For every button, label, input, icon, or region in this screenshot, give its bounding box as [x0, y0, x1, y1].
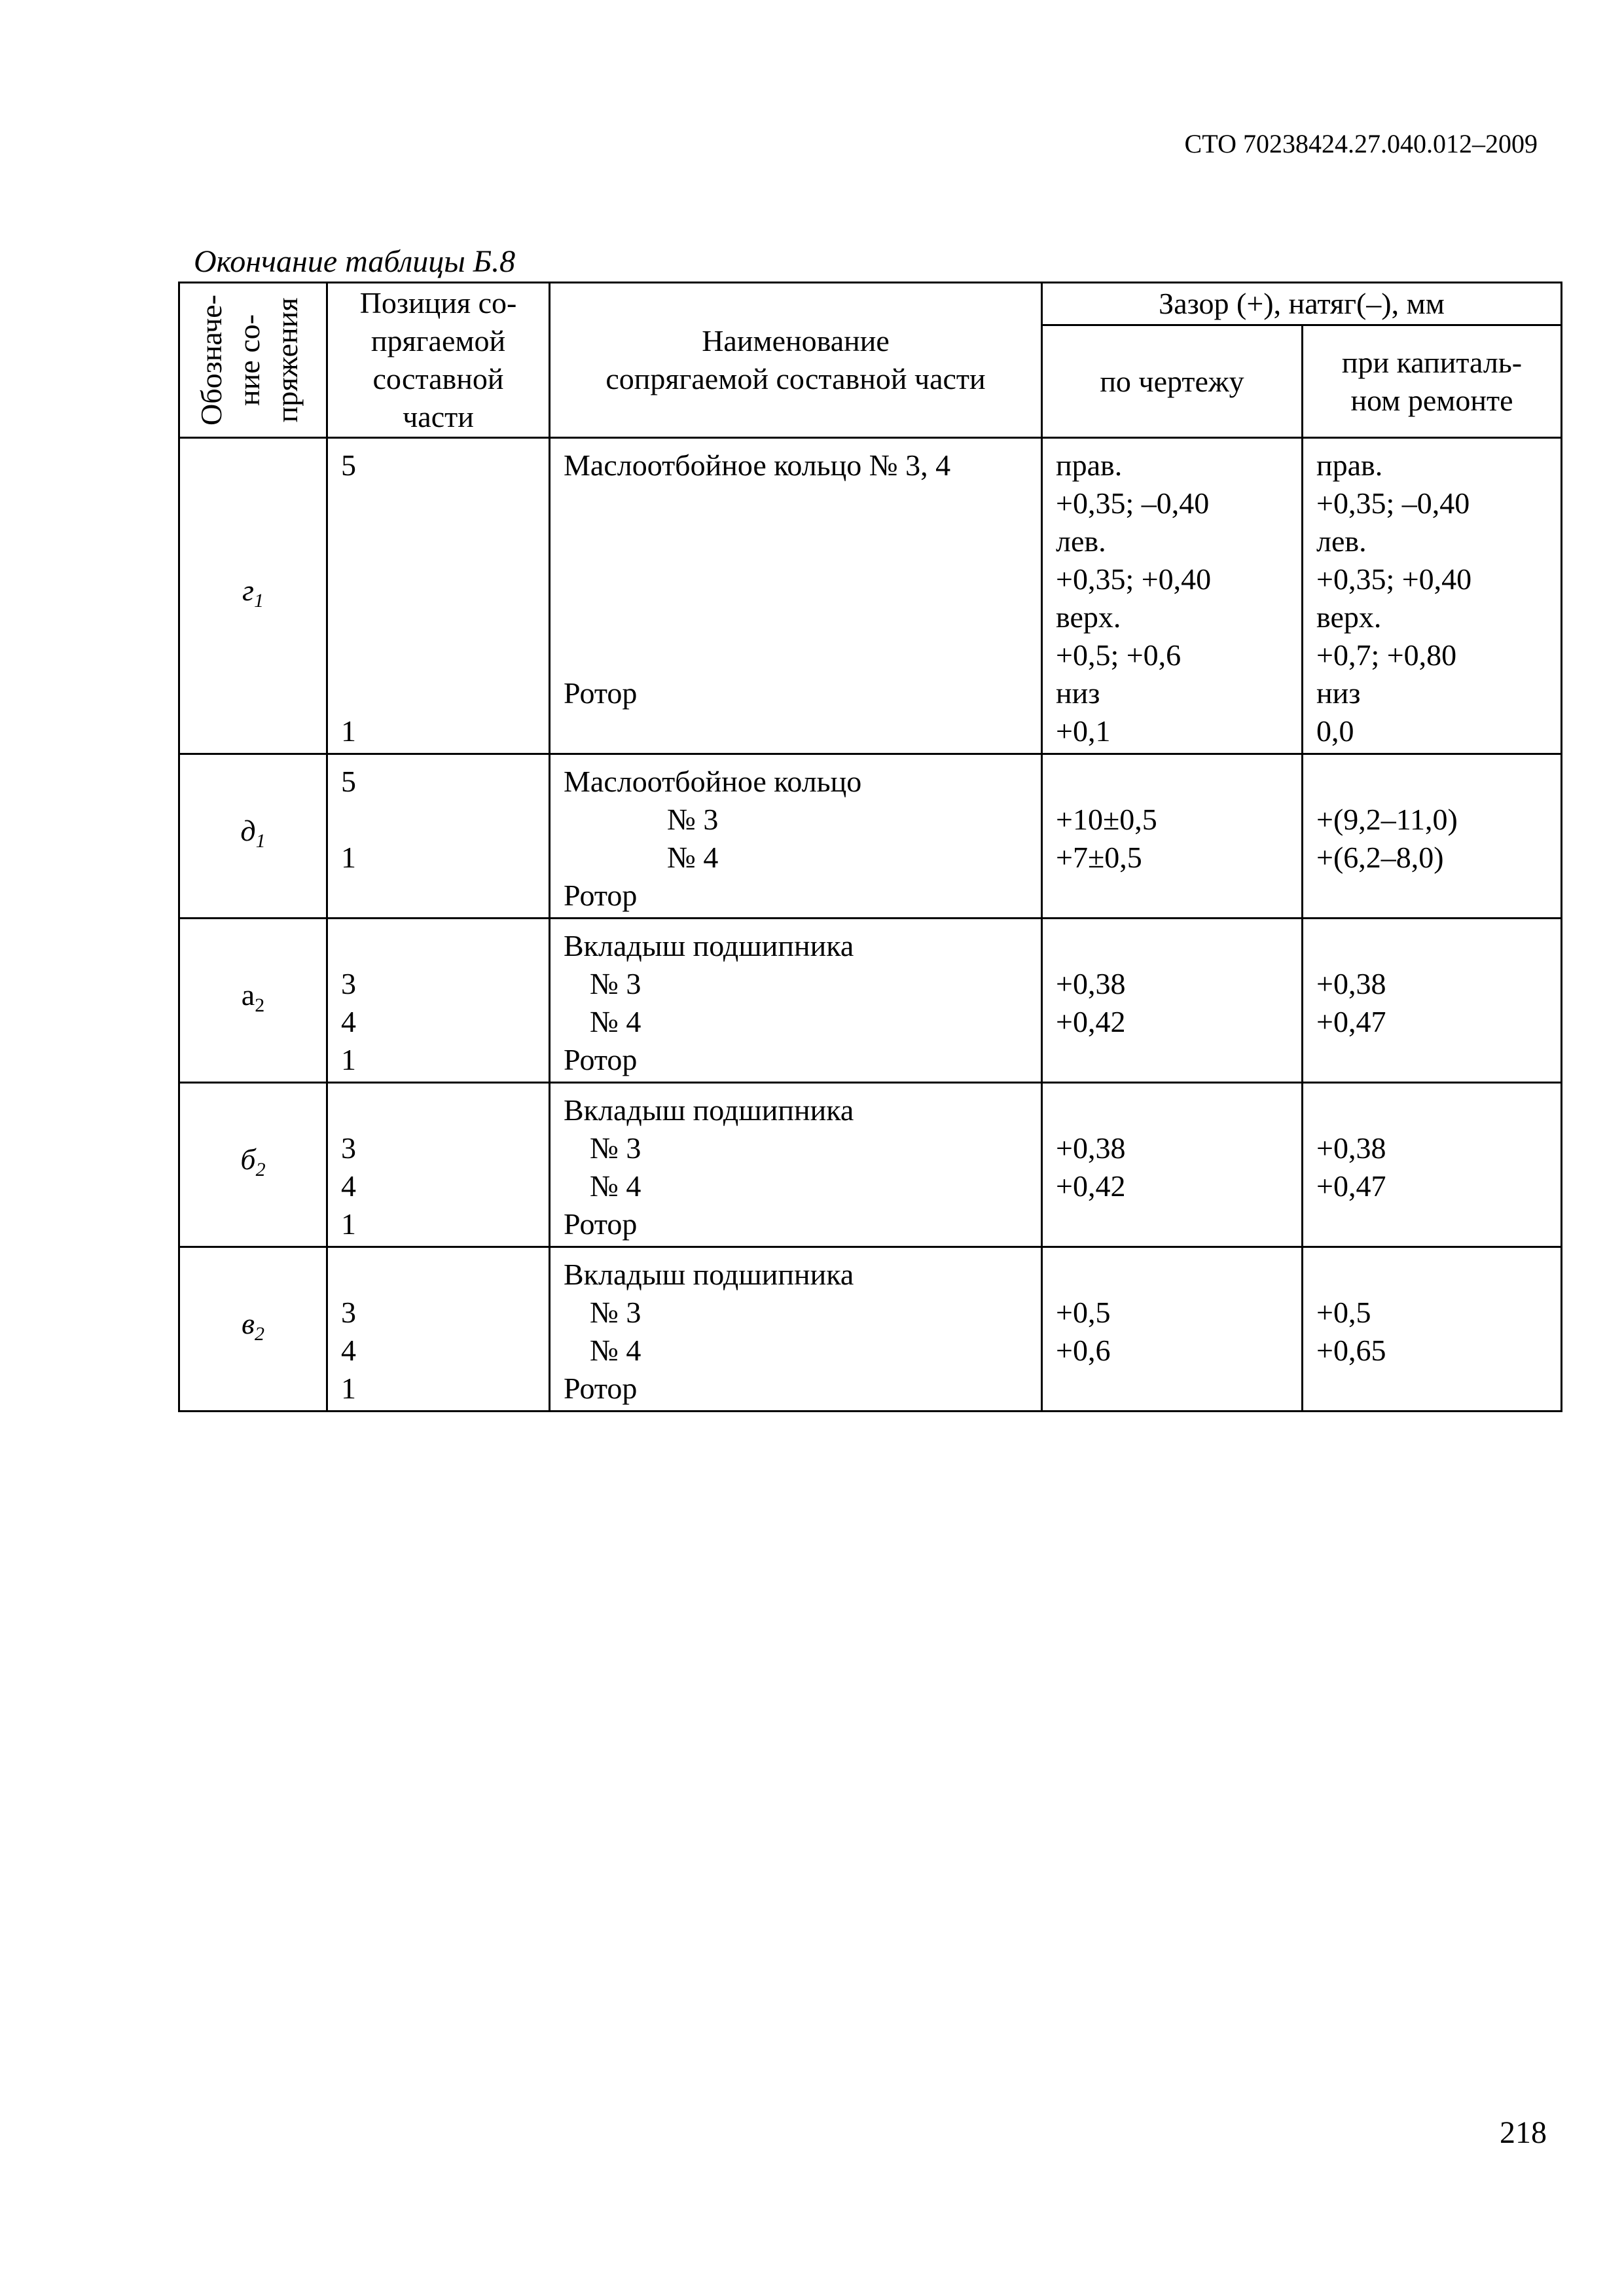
header-designation-line: ние со- [232, 314, 266, 406]
drawing-value [1056, 763, 1301, 801]
overhaul-value [1316, 1256, 1561, 1294]
position-value [341, 1091, 549, 1129]
position-value [341, 1256, 549, 1294]
part-name [564, 598, 1041, 636]
designation-symbol: $г_1$ [242, 573, 264, 612]
part-name: № 3 [667, 803, 719, 836]
overhaul-value-cell [1303, 438, 1562, 754]
overhaul-value: +0,35; +0,40 [1316, 562, 1472, 596]
drawing-value [1056, 1205, 1301, 1243]
header-designation-line: пряжения [270, 297, 304, 423]
overhaul-value: +(6,2–8,0) [1316, 841, 1444, 874]
position-value: 1 [341, 841, 356, 874]
position-value: 4 [341, 1334, 356, 1367]
overhaul-value-cell [1303, 1247, 1562, 1412]
drawing-value-cell [1042, 438, 1303, 754]
part-name: Маслоотбойное кольцо [564, 765, 862, 798]
part-name: № 4 [590, 1334, 641, 1367]
position-value: 3 [341, 1131, 356, 1165]
drawing-value [1056, 877, 1301, 915]
position-value: 1 [341, 1207, 356, 1241]
table-row [179, 438, 1562, 754]
table-row [179, 754, 1562, 919]
part-name-cell [550, 754, 1042, 919]
part-name: Маслоотбойное кольцо № 3, 4 [564, 448, 951, 482]
header-overhaul-line: при капиталь- [1341, 345, 1523, 379]
header-name [550, 283, 1042, 438]
drawing-value [1056, 1256, 1301, 1294]
designation-cell [179, 754, 327, 919]
part-name: № 4 [590, 1169, 641, 1203]
header-position-line: части [403, 400, 474, 433]
drawing-value: +0,42 [1056, 1005, 1126, 1038]
designation-cell [179, 919, 327, 1083]
overhaul-value: +0,35; –0,40 [1316, 486, 1470, 520]
drawing-value: +7±0,5 [1056, 841, 1142, 874]
part-name [564, 636, 1041, 674]
header-position-line: Позиция со- [359, 286, 517, 319]
position-value: 1 [341, 714, 356, 748]
part-name: № 4 [590, 1005, 641, 1038]
header-overhaul [1303, 325, 1562, 438]
part-name-cell [550, 1247, 1042, 1412]
part-name: Ротор [564, 879, 638, 912]
drawing-value-cell [1042, 919, 1303, 1083]
drawing-value [1056, 1041, 1301, 1079]
header-row [179, 283, 1562, 325]
position-value [341, 674, 549, 712]
header-position-line: составной [372, 362, 504, 395]
designation-symbol: $б_2$ [240, 1142, 266, 1181]
clearance-table [178, 282, 1562, 1412]
drawing-value: +0,5 [1056, 1296, 1111, 1329]
part-name-cell [550, 1083, 1042, 1247]
position-value: 5 [341, 448, 356, 482]
drawing-value: прав. [1056, 448, 1123, 482]
overhaul-value [1316, 1041, 1561, 1079]
part-name: Ротор [564, 676, 638, 710]
header-gap-group: Зазор (+), натяг(–), мм [1042, 283, 1562, 325]
overhaul-value: лев. [1316, 524, 1367, 558]
designation-symbol: $д_1$ [240, 813, 266, 852]
overhaul-value [1316, 763, 1561, 801]
header-name-line: Наименование [702, 324, 890, 357]
drawing-value: +0,38 [1056, 967, 1126, 1000]
drawing-value [1056, 1091, 1301, 1129]
part-name [564, 484, 1041, 522]
position-cell [327, 438, 550, 754]
table-row [179, 1247, 1562, 1412]
header-name-line: сопрягаемой составной части [605, 362, 986, 395]
header-position-line: прягаемой [370, 324, 506, 357]
part-name: Ротор [564, 1043, 638, 1076]
overhaul-value: +0,7; +0,80 [1316, 638, 1457, 672]
drawing-value: +0,35; +0,40 [1056, 562, 1212, 596]
drawing-value: верх. [1056, 600, 1121, 634]
overhaul-value-cell [1303, 1083, 1562, 1247]
header-by-drawing: по чертежу [1042, 325, 1303, 438]
drawing-value: +0,38 [1056, 1131, 1126, 1165]
drawing-value: +0,42 [1056, 1169, 1126, 1203]
drawing-value [1056, 1370, 1301, 1408]
part-name: Вкладыш подшипника [564, 1093, 854, 1127]
position-cell [327, 1247, 550, 1412]
drawing-value: +0,6 [1056, 1334, 1111, 1367]
drawing-value-cell [1042, 754, 1303, 919]
part-name [564, 522, 1041, 560]
designation-cell [179, 1247, 327, 1412]
part-name: № 3 [590, 1296, 641, 1329]
position-value [341, 560, 549, 598]
position-value [341, 522, 549, 560]
position-value: 1 [341, 1043, 356, 1076]
overhaul-value-cell [1303, 919, 1562, 1083]
position-cell [327, 919, 550, 1083]
position-value: 1 [341, 1372, 356, 1405]
header-designation [179, 283, 327, 438]
document-code: СТО 70238424.27.040.012–2009 [1184, 129, 1538, 158]
part-name: № 3 [590, 1131, 641, 1165]
table-caption: Окончание таблицы Б.8 [194, 244, 516, 279]
table-row [179, 1083, 1562, 1247]
position-value: 5 [341, 765, 356, 798]
position-value [341, 598, 549, 636]
part-name-cell [550, 919, 1042, 1083]
drawing-value-cell [1042, 1247, 1303, 1412]
drawing-value [1056, 927, 1301, 965]
position-value: 4 [341, 1169, 356, 1203]
position-cell [327, 754, 550, 919]
overhaul-value: верх. [1316, 600, 1382, 634]
drawing-value-cell [1042, 1083, 1303, 1247]
part-name: № 4 [667, 841, 719, 874]
drawing-value: +0,5; +0,6 [1056, 638, 1182, 672]
overhaul-value [1316, 1091, 1561, 1129]
position-cell [327, 1083, 550, 1247]
overhaul-value: +0,65 [1316, 1334, 1386, 1367]
overhaul-value: +0,38 [1316, 967, 1386, 1000]
drawing-value: низ [1056, 676, 1100, 710]
part-name [564, 560, 1041, 598]
overhaul-value [1316, 1205, 1561, 1243]
part-name: Вкладыш подшипника [564, 1258, 854, 1291]
position-value [341, 801, 549, 839]
part-name: Ротор [564, 1372, 638, 1405]
overhaul-value: +(9,2–11,0) [1316, 803, 1458, 836]
part-name-cell [550, 438, 1042, 754]
overhaul-value: +0,5 [1316, 1296, 1371, 1329]
drawing-value: лев. [1056, 524, 1106, 558]
overhaul-value-cell [1303, 754, 1562, 919]
header-position [327, 283, 550, 438]
table-row [179, 919, 1562, 1083]
position-value: 4 [341, 1005, 356, 1038]
designation-cell [179, 1083, 327, 1247]
part-name [564, 712, 1041, 750]
part-name: № 3 [590, 967, 641, 1000]
header-designation-line: Обозначе- [194, 295, 228, 426]
page-number: 218 [1500, 2115, 1547, 2150]
designation-symbol: $а_2$ [241, 977, 265, 1017]
overhaul-value: прав. [1316, 448, 1383, 482]
overhaul-value: низ [1316, 676, 1361, 710]
position-value [341, 927, 549, 965]
drawing-value: +0,35; –0,40 [1056, 486, 1210, 520]
position-value [341, 877, 549, 915]
part-name: Вкладыш подшипника [564, 929, 854, 962]
drawing-value: +0,1 [1056, 714, 1111, 748]
overhaul-value [1316, 1370, 1561, 1408]
position-value: 3 [341, 1296, 356, 1329]
position-value [341, 484, 549, 522]
position-value [341, 636, 549, 674]
overhaul-value: +0,47 [1316, 1169, 1386, 1203]
designation-symbol: $в_2$ [242, 1306, 264, 1345]
position-value: 3 [341, 967, 356, 1000]
overhaul-value: +0,47 [1316, 1005, 1386, 1038]
drawing-value: +10±0,5 [1056, 803, 1157, 836]
designation-cell [179, 438, 327, 754]
overhaul-value: 0,0 [1316, 714, 1354, 748]
part-name: Ротор [564, 1207, 638, 1241]
overhaul-value [1316, 877, 1561, 915]
header-overhaul-line: ном ремонте [1350, 383, 1513, 417]
overhaul-value: +0,38 [1316, 1131, 1386, 1165]
overhaul-value [1316, 927, 1561, 965]
